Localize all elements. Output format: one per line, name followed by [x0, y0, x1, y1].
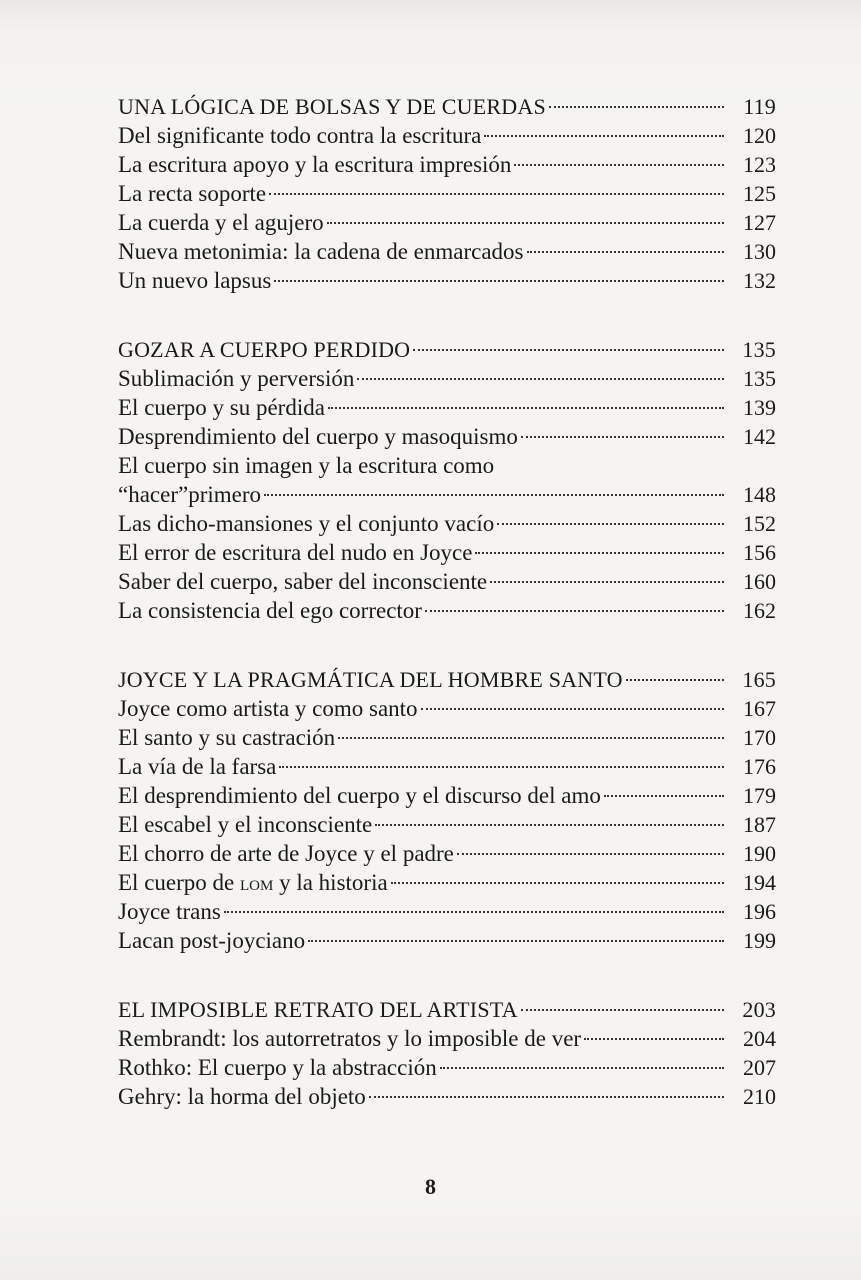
- toc-entry: [118, 422, 776, 451]
- toc-entry-title-post: y la historia: [273, 870, 388, 895]
- toc-entry-title: Rembrandt: los autorretratos y lo imposible de ver: [118, 1026, 582, 1051]
- toc-entry: [118, 1082, 776, 1111]
- toc-entry: [118, 538, 776, 567]
- toc-entry-title: Gehry: la horma del objeto: [118, 1084, 366, 1109]
- toc-page-number: 210: [743, 1084, 776, 1109]
- dot-leader: [279, 766, 724, 768]
- toc-entry-title: Joyce como artista y como santo: [118, 696, 418, 721]
- toc-page-number: 167: [743, 696, 776, 721]
- toc-page-number: 160: [743, 569, 776, 594]
- toc-page-number: 123: [743, 152, 776, 177]
- toc-heading-title: GOZAR A CUERPO PERDIDO: [118, 337, 411, 362]
- dot-leader: [521, 436, 724, 438]
- toc-page-number: 194: [743, 870, 776, 895]
- toc-heading: [118, 995, 776, 1024]
- toc-entry: [118, 237, 776, 266]
- toc-entry-title: Desprendimiento del cuerpo y masoquismo: [118, 424, 518, 449]
- page-folio: 8: [425, 1174, 436, 1199]
- toc-page-number: 196: [743, 899, 776, 924]
- toc-page-number: 203: [742, 997, 776, 1022]
- toc-heading-title: JOYCE Y LA PRAGMÁTICA DEL HOMBRE SANTO: [118, 667, 623, 692]
- toc-entry-title: Joyce trans: [118, 899, 221, 924]
- toc-entry: [118, 567, 776, 596]
- dot-leader: [475, 552, 724, 554]
- dot-leader: [584, 1038, 724, 1040]
- toc-heading-title: UNA LÓGICA DE BOLSAS Y DE CUERDAS: [118, 94, 546, 119]
- toc-page-number: 199: [743, 928, 776, 953]
- toc-entry-title: El desprendimiento del cuerpo y el discurso del amo: [118, 783, 601, 808]
- dot-leader: [338, 737, 724, 739]
- toc-entry: [118, 752, 776, 781]
- toc-heading: [118, 92, 776, 121]
- dot-leader: [527, 251, 724, 253]
- toc-entry-title: [118, 868, 388, 898]
- dot-leader: [308, 940, 724, 942]
- toc-entry-title: El error de escritura del nudo en Joyce: [118, 540, 473, 565]
- toc-entry: [118, 1053, 776, 1082]
- dot-leader: [369, 1096, 724, 1098]
- toc-entry-title: Las dicho-mansiones y el conjunto vacío: [118, 511, 495, 536]
- dot-leader: [327, 222, 724, 224]
- toc-page-number: 190: [743, 841, 776, 866]
- toc-entry-title: El cuerpo sin imagen y la escritura como: [118, 453, 495, 478]
- toc-entry: [118, 1024, 776, 1053]
- toc-heading-title: EL IMPOSIBLE RETRATO DEL ARTISTA: [118, 997, 518, 1022]
- toc-entry-title: La cuerda y el agujero: [118, 210, 324, 235]
- toc-entry: [118, 364, 776, 393]
- toc-entry: [118, 179, 776, 208]
- toc-section-4: [118, 995, 776, 1111]
- toc-page-number: 176: [743, 754, 776, 779]
- toc-page-number: 130: [743, 239, 776, 264]
- toc-entry: [118, 121, 776, 150]
- toc-entry-title-pre: El cuerpo de: [118, 870, 240, 895]
- dot-leader: [626, 679, 724, 681]
- dot-leader: [274, 280, 724, 282]
- toc-entry-title: El santo y su castración: [118, 725, 336, 750]
- toc-entry: [118, 781, 776, 810]
- toc-page-number: 125: [743, 181, 776, 206]
- toc-entry-title: El escabel y el inconsciente: [118, 812, 373, 837]
- toc-entry-title: La recta soporte: [118, 181, 267, 206]
- toc-section-2: [118, 335, 776, 625]
- toc-page-number: 179: [743, 783, 776, 808]
- toc-entry-title: Saber del cuerpo, saber del inconsciente: [118, 569, 488, 594]
- toc-page-number: 120: [743, 123, 776, 148]
- toc-entry: [118, 480, 776, 509]
- dot-leader: [549, 106, 724, 108]
- dot-leader: [375, 824, 724, 826]
- toc-page-number: 204: [743, 1026, 776, 1051]
- dot-leader: [413, 349, 724, 351]
- dot-leader: [484, 135, 724, 137]
- dot-leader: [490, 581, 724, 583]
- toc-entry-line-1: [118, 451, 776, 480]
- dot-leader: [497, 523, 724, 525]
- toc-page-number: 148: [743, 482, 776, 507]
- toc-entry-title: Del significante todo contra la escritura: [118, 123, 482, 148]
- dot-leader: [357, 378, 724, 380]
- toc-page-number: 187: [743, 812, 776, 837]
- toc-heading: [118, 335, 776, 364]
- toc-entry: [118, 266, 776, 295]
- toc-entry-title: “hacer”primero: [118, 482, 262, 507]
- toc-page-number: 139: [743, 395, 776, 420]
- toc-heading: [118, 665, 776, 694]
- toc-entry-title: El cuerpo y su pérdida: [118, 395, 325, 420]
- toc-entry: [118, 393, 776, 422]
- toc-page-number: 156: [743, 540, 776, 565]
- dot-leader: [391, 882, 724, 884]
- toc-entry: [118, 926, 776, 955]
- toc-entry: [118, 694, 776, 723]
- dot-leader: [440, 1067, 724, 1069]
- toc-page-number: 135: [742, 337, 776, 362]
- dot-leader: [421, 708, 724, 710]
- dot-leader: [457, 853, 724, 855]
- toc-entry-title: Nueva metonimia: la cadena de enmarcados: [118, 239, 524, 264]
- toc-section-3: [118, 665, 776, 955]
- toc-page-number: 207: [743, 1055, 776, 1080]
- dot-leader: [514, 164, 724, 166]
- toc-entry: [118, 208, 776, 237]
- toc-entry: [118, 509, 776, 538]
- toc-entry-title: Lacan post-joyciano: [118, 928, 306, 953]
- toc-page-number: 152: [743, 511, 776, 536]
- toc-entry: [118, 839, 776, 868]
- toc-entry: [118, 723, 776, 752]
- toc-page-number: 135: [743, 366, 776, 391]
- dot-leader: [224, 911, 724, 913]
- toc-section-1: [118, 92, 776, 295]
- toc-page-number: 119: [743, 94, 776, 119]
- toc-entry-title: Sublimación y perversión: [118, 366, 355, 391]
- dot-leader: [521, 1009, 724, 1011]
- toc-entry-title: La consistencia del ego corrector: [118, 598, 422, 623]
- toc-entry-title-smallcaps: lom: [239, 871, 274, 895]
- toc-entry-title: La vía de la farsa: [118, 754, 277, 779]
- dot-leader: [264, 494, 724, 496]
- toc-entry-title: El chorro de arte de Joyce y el padre: [118, 841, 454, 866]
- toc-entry-title: La escritura apoyo y la escritura impresión: [118, 152, 512, 177]
- dot-leader: [328, 407, 724, 409]
- toc-page-number: 132: [743, 268, 776, 293]
- toc-page-number: 127: [743, 210, 776, 235]
- table-of-contents: [118, 92, 776, 1111]
- dot-leader: [269, 193, 724, 195]
- toc-entry: [118, 868, 776, 897]
- toc-entry: [118, 897, 776, 926]
- toc-page-number: 165: [742, 667, 776, 692]
- dot-leader: [425, 610, 724, 612]
- toc-page-number: 170: [743, 725, 776, 750]
- toc-entry: [118, 596, 776, 625]
- toc-entry-title: Un nuevo lapsus: [118, 268, 272, 293]
- toc-entry: [118, 150, 776, 179]
- toc-entry-title: Rothko: El cuerpo y la abstracción: [118, 1055, 437, 1080]
- toc-page-number: 162: [743, 598, 776, 623]
- dot-leader: [604, 795, 724, 797]
- toc-page-number: 142: [743, 424, 776, 449]
- toc-entry: [118, 810, 776, 839]
